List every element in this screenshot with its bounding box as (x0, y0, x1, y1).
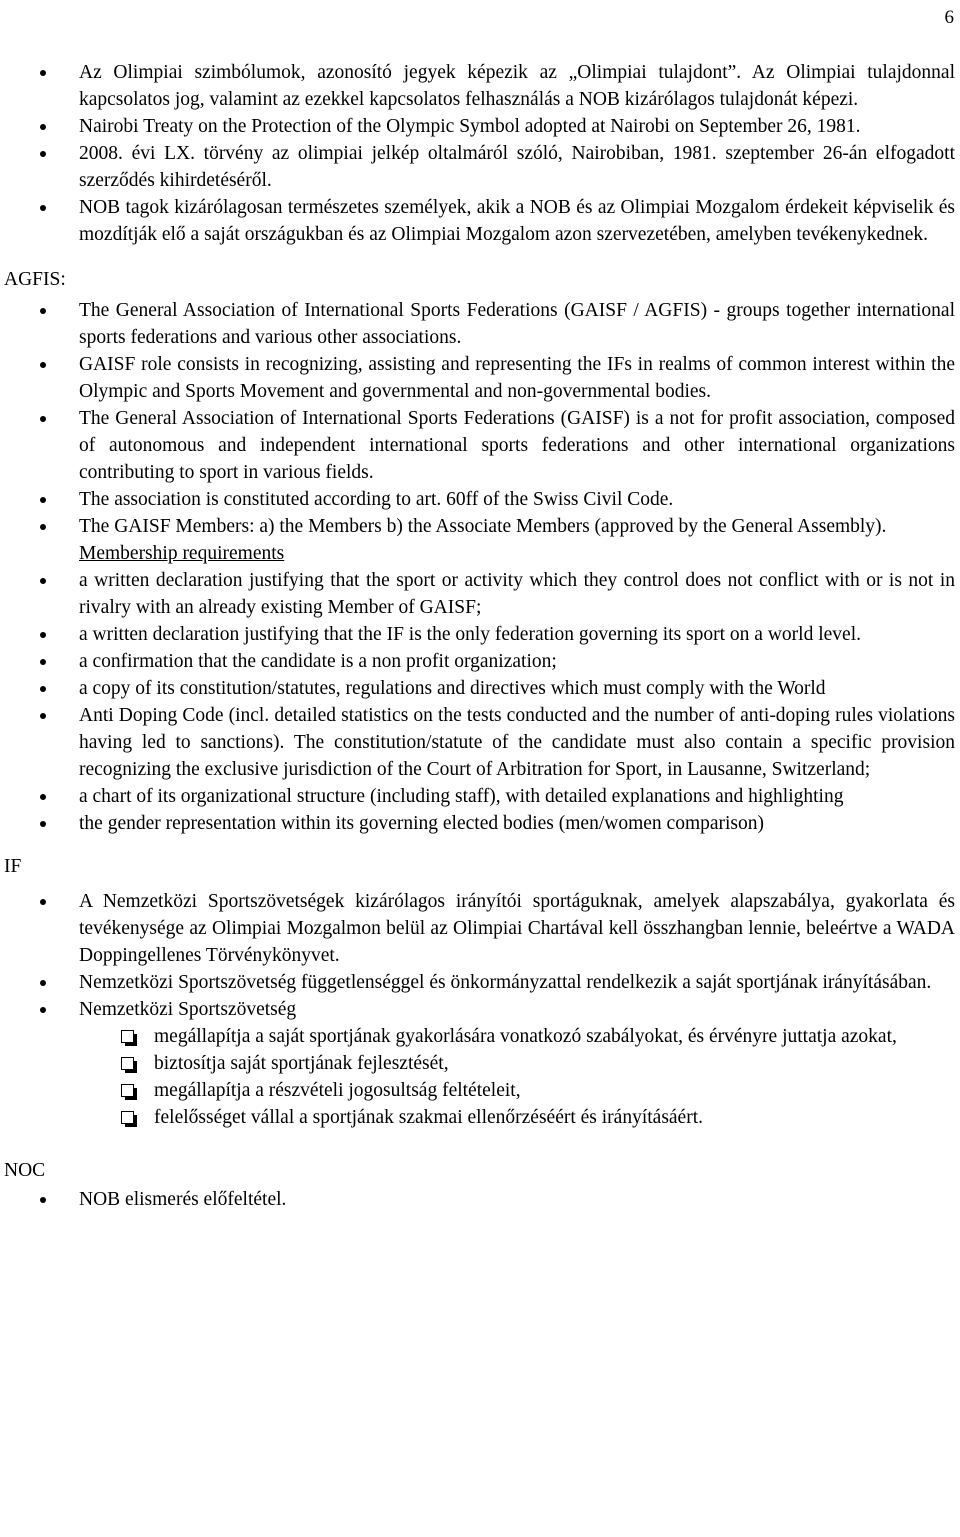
list-item: NOB tagok kizárólagosan természetes személyek, akik a NOB és az Olimpiai Mozgalom érdekeit képviselik és mozdítják elő a saját országukban és az Olimpiai Mozgalom azon szervezetében, amelyben tevékenykednek. (0, 194, 960, 248)
page-number: 6 (944, 7, 954, 28)
section-label-noc: NOC (4, 1160, 46, 1181)
section-label-agfis: AGFIS: (4, 269, 66, 290)
checkbox-item-text: biztosítja saját sportjának fejlesztését, (154, 1053, 449, 1074)
list-item: The association is constituted according to art. 60ff of the Swiss Civil Code. (0, 486, 960, 513)
checkbox-item-text: megállapítja a részvételi jogosultság feltételeit, (154, 1080, 521, 1101)
list-item: Nemzetközi Sportszövetség függetlenséggel és önkormányzattal rendelkezik a saját sportjának irányításában. (0, 969, 960, 996)
checkbox-list-item (0, 1050, 960, 1077)
document-body (0, 59, 960, 1213)
list-item: Nairobi Treaty on the Protection of the Olympic Symbol adopted at Nairobi on September 26, 1981. (0, 113, 960, 140)
checkbox-square-icon (121, 1111, 134, 1124)
agfis-list (0, 297, 960, 540)
list-item: the gender representation within its governing elected bodies (men/women comparison) (0, 810, 960, 837)
requirements-list (0, 567, 960, 837)
list-item: a confirmation that the candidate is a non profit organization; (0, 648, 960, 675)
membership-requirements-heading: Membership requirements (79, 543, 285, 564)
list-item: 2008. évi LX. törvény az olimpiai jelkép oltalmáról szóló, Nairobiban, 1981. szeptember 26-án elfogadott szerződés kihirdetéséről. (0, 140, 960, 194)
list-item: A Nemzetközi Sportszövetségek kizárólagos irányítói sportáguknak, amelyek alapszabálya, gyakorlata és tevékenysége az Olimpiai Mozgalmon belül az Olimpiai Chartával kell összhangban lennie, beleértve a WADA Doppingellenes Törvénykönyvet. (0, 888, 960, 969)
list-item: The General Association of International Sports Federations (GAISF) is a not for profit association, composed of autonomous and independent international sports federations and other international organizations contributing to sport in various fields. (0, 405, 960, 486)
if-checkbox-list (0, 1023, 960, 1131)
list-item: a copy of its constitution/statutes, regulations and directives which must comply with the World (0, 675, 960, 702)
checkbox-square-icon (121, 1030, 134, 1043)
list-item: The General Association of International Sports Federations (GAISF / AGFIS) - groups together international sports federations and various other associations. (0, 297, 960, 351)
noc-list (0, 1186, 960, 1213)
list-item: Az Olimpiai szimbólumok, azonosító jegyek képezik az „Olimpiai tulajdont”. Az Olimpiai tulajdonnal kapcsolatos jog, valamint az ezekkel kapcsolatos felhasználás a NOB kizárólagos tulajdonát képezi. (0, 59, 960, 113)
list-item: GAISF role consists in recognizing, assisting and representing the IFs in realms of common interest within the Olympic and Sports Movement and governmental and non-governmental bodies. (0, 351, 960, 405)
list-item: a written declaration justifying that the IF is the only federation governing its sport on a world level. (0, 621, 960, 648)
checkbox-list-item (0, 1104, 960, 1131)
checkbox-item-text: felelősséget vállal a sportjának szakmai ellenőrzéséért és irányításáért. (154, 1107, 703, 1128)
checkbox-item-text: megállapítja a saját sportjának gyakorlására vonatkozó szabályokat, és érvényre juttatja azokat, (154, 1026, 897, 1047)
list-item: a chart of its organizational structure (including staff), with detailed explanations and highlighting (0, 783, 960, 810)
checkbox-list-item (0, 1023, 960, 1050)
list-item: NOB elismerés előfeltétel. (0, 1186, 960, 1213)
intro-list (0, 59, 960, 248)
checkbox-list-item (0, 1077, 960, 1104)
list-item: Nemzetközi Sportszövetség (0, 996, 960, 1023)
list-item: Anti Doping Code (incl. detailed statistics on the tests conducted and the number of anti-doping rules violations having led to sanctions). The constitution/statute of the candidate must also contain a specific provision recognizing the exclusive jurisdiction of the Court of Arbitration for Sport, in Lausanne, Switzerland; (0, 702, 960, 783)
list-item: The GAISF Members: a) the Members b) the Associate Members (approved by the General Assembly). (0, 513, 960, 540)
section-label-if: IF (4, 856, 22, 877)
checkbox-square-icon (121, 1057, 134, 1070)
list-item: a written declaration justifying that the sport or activity which they control does not conflict with or is not in rivalry with an already existing Member of GAISF; (0, 567, 960, 621)
if-list (0, 888, 960, 1023)
checkbox-square-icon (121, 1084, 134, 1097)
